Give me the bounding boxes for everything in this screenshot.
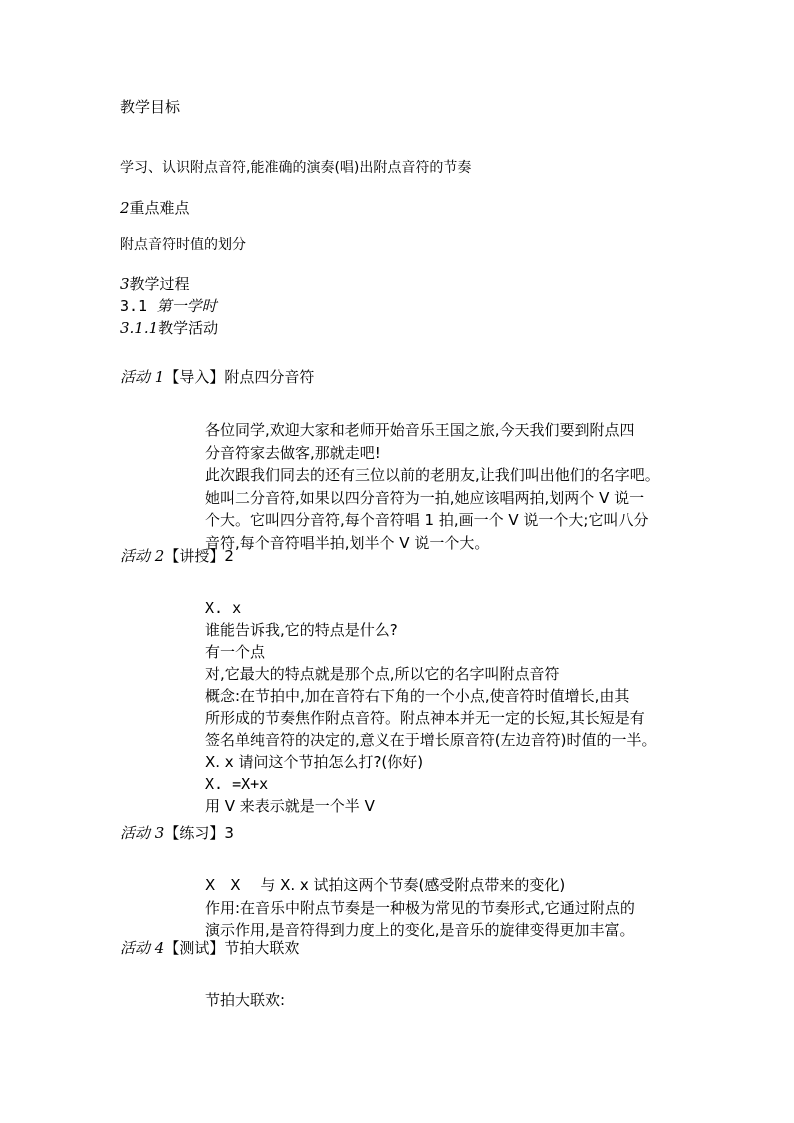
activity-4-tag: 【测试】 (164, 939, 225, 957)
activity-3-heading (120, 822, 234, 844)
paragraph-line: 此次跟我们同去的还有三位以前的老朋友,让我们叫出他们的名字吧。 (205, 466, 660, 484)
goal-text: 学习、认识附点音符,能准确的演奏(唱)出附点音符的节奏 (120, 160, 472, 176)
process-heading (120, 273, 190, 295)
section-heading (120, 295, 217, 317)
activity-4-title: 节拍大联欢 (224, 939, 300, 957)
paragraph-line: X. x (205, 599, 242, 617)
activity-3-tag: 【练习】 (164, 824, 225, 842)
subsection-number: 3.1.1 (120, 319, 159, 337)
paragraph-line: 对,它最大的特点就是那个点,所以它的名字叫附点音符 (205, 665, 560, 683)
activity-3-body (205, 874, 695, 942)
subsection-title: 教学活动 (158, 319, 219, 337)
process-number: 3 (120, 275, 130, 293)
paragraph-line: 有一个点 (205, 643, 266, 661)
process-heading-text: 教学过程 (129, 275, 190, 293)
activity-2-tag: 【讲授】 (164, 547, 225, 565)
paragraph-line: 个大。它叫四分音符,每个音符唱 1 拍,画一个 V 说一个大;它叫八分 (205, 511, 649, 529)
activity-1-body (205, 419, 695, 554)
paragraph-line: 她叫二分音符,如果以四分音符为一拍,她应该唱两拍,划两个 V 说一 (205, 488, 645, 507)
paragraph-line: 概念:在节拍中,加在音符右下角的一个小点,使音符时值增长,由其 (205, 687, 630, 705)
paragraph-line: 用 V 来表示就是一个半 V (205, 797, 375, 815)
activity-1-tag: 【导入】 (164, 368, 225, 386)
paragraph-line: 分音符家去做客,那就走吧! (205, 443, 381, 462)
activity-4-label: 活动 4 (120, 939, 165, 957)
activity-3-label: 活动 3 (120, 824, 165, 842)
paragraph-line: X X 与 X. x 试拍这两个节奏(感受附点带来的变化) (205, 876, 566, 894)
section-title: 第一学时 (156, 297, 217, 315)
activity-4-body (205, 989, 285, 1011)
activity-1-label: 活动 1 (120, 368, 165, 386)
paragraph-line: 各位同学,欢迎大家和老师开始音乐王国之旅,今天我们要到附点四 (205, 421, 635, 439)
subsection-heading (120, 317, 218, 339)
difficulty-heading (120, 197, 190, 219)
paragraph-line: X. x 请问这个节拍怎么打?(你好) (205, 753, 424, 771)
paragraph-line: 节拍大联欢: (205, 991, 286, 1009)
activity-2-title: 2 (224, 547, 234, 565)
paragraph-line: 签名单纯音符的决定的,意义在于增长原音符(左边音符)时值的一半。 (205, 731, 657, 749)
activity-3-title: 3 (224, 824, 234, 842)
paragraph-line: 所形成的节奏焦作附点音符。附点神本并无一定的长短,其长短是有 (205, 709, 645, 727)
activity-1-title: 附点四分音符 (224, 368, 315, 386)
paragraph-line: 谁能告诉我,它的特点是什么? (205, 621, 398, 639)
activity-2-label: 活动 2 (120, 547, 165, 565)
activity-2-heading (120, 545, 234, 567)
activity-4-heading (120, 937, 299, 959)
activity-2-body (205, 597, 695, 817)
difficulty-number: 2 (120, 199, 130, 217)
paragraph-line: 演示作用,是音符得到力度上的变化,是音乐的旋律变得更加丰富。 (205, 921, 635, 939)
paragraph-line: 作用:在音乐中附点节奏是一种极为常见的节奏形式,它通过附点的 (205, 898, 635, 917)
goal-heading: 教学目标 (120, 98, 181, 116)
difficulty-text: 附点音符时值的划分 (120, 237, 246, 253)
paragraph-line: X. =X+x (205, 775, 269, 793)
section-number: 3.1 (120, 297, 148, 315)
paragraph-line: 音符,每个音符唱半拍,划半个 V 说一个大。 (205, 533, 490, 552)
difficulty-heading-text: 重点难点 (129, 199, 190, 217)
activity-1-heading (120, 366, 314, 388)
